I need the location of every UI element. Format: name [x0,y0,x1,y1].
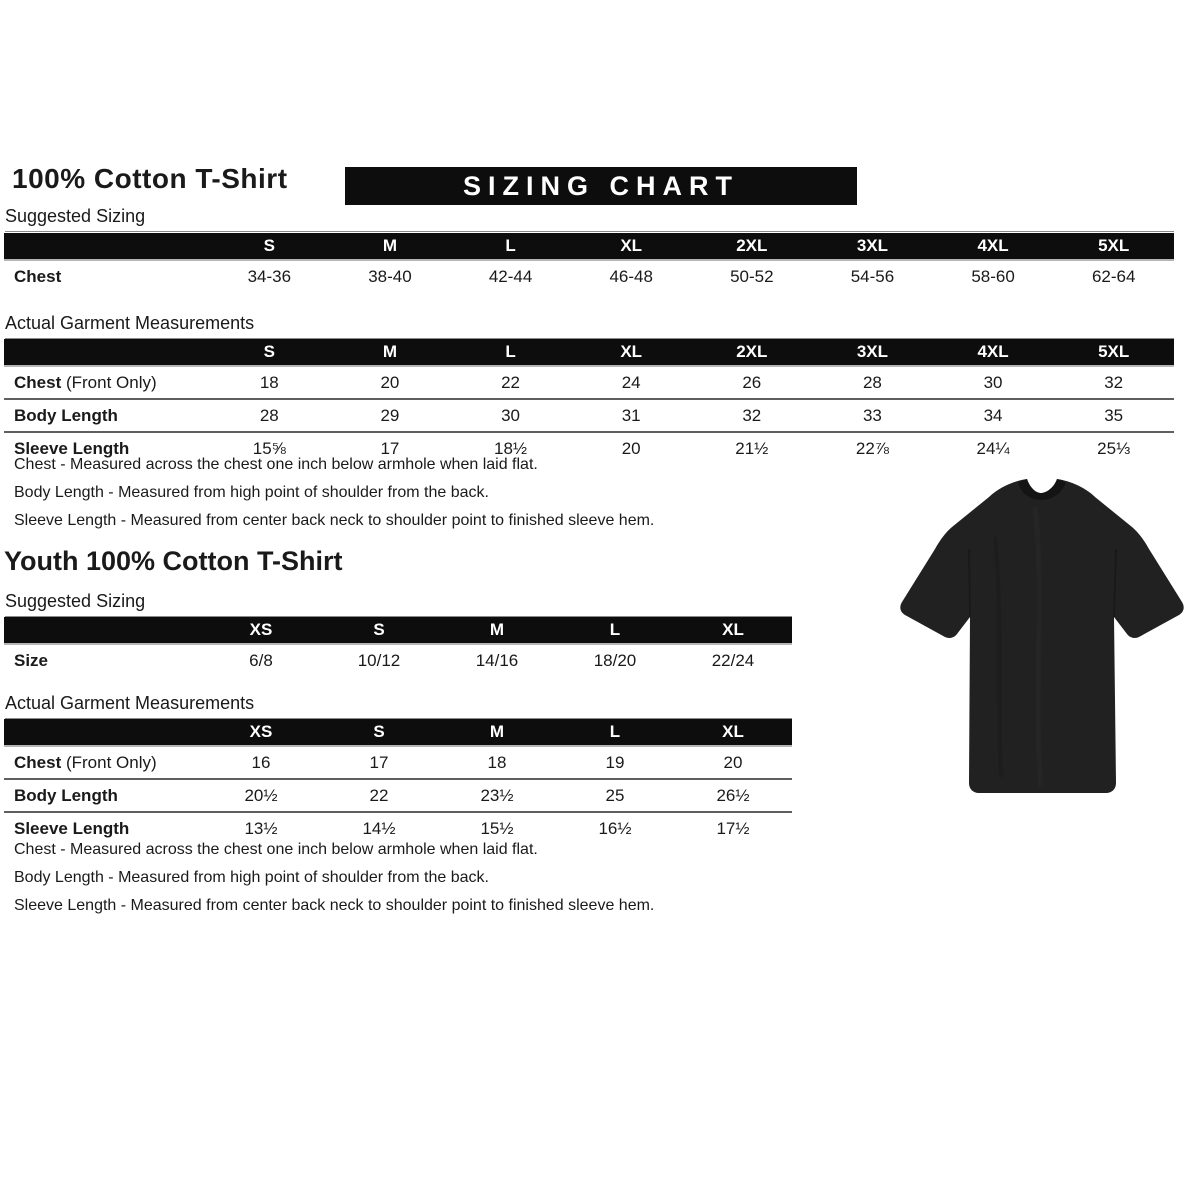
youth-suggested-sizing-table [4,617,792,676]
row-label: Chest [14,266,62,286]
adult-actual-measurements-label: Actual Garment Measurements [5,313,1174,339]
table-cell: 35 [1053,399,1174,432]
column-header: M [330,339,451,366]
table-cell: 15½ [438,812,556,844]
table-row [4,746,792,779]
column-header: 4XL [933,233,1054,260]
table-cell: 26 [742,372,762,392]
table-row [4,812,792,844]
table-cell: 18 [487,752,507,772]
table-cell: 24 [621,372,641,392]
row-label: Size [14,650,49,670]
youth-actual-measurements-table [4,719,792,844]
table-cell: 32 [692,399,813,432]
table-cell: 62-64 [1091,266,1136,286]
table-corner-cell [4,339,209,366]
table-header-row [4,617,792,644]
note-sleeve-length: Sleeve Length - Measured from center back neck to shoulder point to finished sleeve hem. [14,897,655,914]
table-row [4,260,1174,292]
youth-suggested-sizing-label: Suggested Sizing [5,591,792,617]
table-corner-cell [4,719,202,746]
column-header: 2XL [692,233,813,260]
table-header-row [4,339,1174,366]
table-cell: 30 [983,372,1003,392]
table-header-row [4,719,792,746]
black-tshirt-photo [885,477,1197,809]
table-cell: 28 [209,399,330,432]
column-header: XL [674,719,792,746]
column-header: 5XL [1053,339,1174,366]
table-cell: 25 [556,779,674,812]
column-header: XL [571,233,692,260]
table-cell: 20 [571,432,692,464]
page-title: 100% Cotton T-Shirt [12,163,288,194]
note-sleeve-length: Sleeve Length - Measured from center back neck to shoulder point to finished sleeve hem. [14,512,655,529]
row-label: Sleeve Length [4,432,209,464]
table-cell: 19 [605,752,625,772]
note-body-length: Body Length - Measured from high point of shoulder from the back. [14,869,489,886]
table-cell: 14½ [320,812,438,844]
table-cell: 34-36 [247,266,292,286]
table-cell: 31 [571,399,692,432]
table-cell: 13½ [202,812,320,844]
table-cell: 58-60 [971,266,1015,286]
note-chest: Chest - Measured across the chest one inch below armhole when laid flat. [14,456,538,473]
table-cell: 28 [862,372,882,392]
column-header: 3XL [812,339,933,366]
table-row [4,644,792,676]
column-header: S [320,719,438,746]
table-cell: 14/16 [475,650,519,670]
table-cell: 20 [723,752,743,772]
youth-section-title: Youth 100% Cotton T-Shirt [4,546,343,576]
column-header: 4XL [933,339,1054,366]
column-header: L [556,617,674,644]
table-cell: 22 [501,372,521,392]
note-body-length: Body Length - Measured from high point of shoulder from the back. [14,484,489,501]
column-header: M [330,233,451,260]
table-cell: 15⅝ [209,432,330,464]
table-cell: 30 [450,399,571,432]
table-cell: 29 [330,399,451,432]
table-cell: 33 [812,399,933,432]
column-header: L [450,233,571,260]
table-cell: 16½ [556,812,674,844]
column-header: XL [674,617,792,644]
table-cell: 18 [259,372,279,392]
row-label: Body Length [4,399,209,432]
tshirt-illustration [885,477,1197,809]
table-cell: 32 [1104,372,1124,392]
table-cell: 26½ [674,779,792,812]
column-header: M [438,617,556,644]
column-header: 2XL [692,339,813,366]
row-label: Sleeve Length [4,812,202,844]
row-label: Chest (Front Only) [14,752,157,772]
note-chest: Chest - Measured across the chest one inch below armhole when laid flat. [14,841,538,858]
table-cell: 23½ [438,779,556,812]
table-cell: 34 [933,399,1054,432]
youth-actual-measurements-label: Actual Garment Measurements [5,693,792,719]
column-header: S [209,233,330,260]
table-cell: 20½ [202,779,320,812]
table-cell: 17½ [674,812,792,844]
table-cell: 22/24 [711,650,755,670]
table-cell: 18½ [450,432,571,464]
table-cell: 22⅞ [812,432,933,464]
sizing-chart-banner: SIZING CHART [345,167,857,205]
table-cell: 17 [369,752,389,772]
table-cell: 24¼ [933,432,1054,464]
adult-suggested-sizing-table [4,233,1174,292]
table-cell: 20 [380,372,400,392]
adult-suggested-sizing-label: Suggested Sizing [5,206,1174,232]
table-cell: 17 [330,432,451,464]
adult-actual-measurements-table [4,339,1174,464]
column-header: S [209,339,330,366]
column-header: S [320,617,438,644]
column-header: 3XL [812,233,933,260]
table-cell: 54-56 [850,266,895,286]
table-header-row [4,233,1174,260]
table-cell: 21½ [692,432,813,464]
column-header: L [556,719,674,746]
table-row [4,779,792,812]
table-cell: 42-44 [488,266,533,286]
table-cell: 6/8 [249,650,273,670]
table-cell: 16 [251,752,271,772]
row-label: Body Length [4,779,202,812]
column-header: XS [202,617,320,644]
column-header: 5XL [1053,233,1174,260]
table-row [4,399,1174,432]
adult-measurement-notes [14,456,834,540]
column-header: M [438,719,556,746]
column-header: XL [571,339,692,366]
table-cell: 38-40 [368,266,412,286]
table-cell: 46-48 [609,266,653,286]
table-cell: 22 [320,779,438,812]
column-header: L [450,339,571,366]
table-corner-cell [4,233,209,260]
table-cell: 50-52 [730,266,774,286]
table-corner-cell [4,617,202,644]
table-cell: 10/12 [357,650,401,670]
table-row [4,366,1174,399]
row-label: Chest (Front Only) [14,372,157,392]
youth-measurement-notes [14,841,834,925]
table-cell: 18/20 [593,650,637,670]
table-cell: 25⅓ [1053,432,1174,464]
column-header: XS [202,719,320,746]
